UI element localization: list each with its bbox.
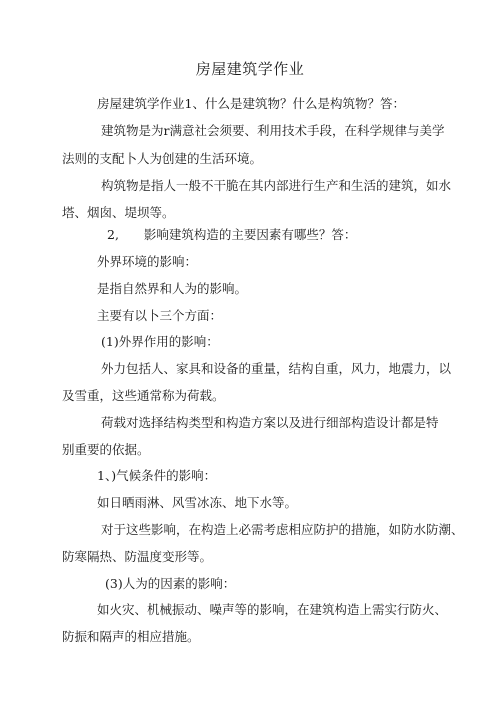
paragraph-line: 如日晒雨淋、风雪冰冻、地下水等。 [97,495,298,510]
paragraph-line: 塔、烟囱、堤坝等。 [62,205,175,220]
paragraph-line: 房屋建筑学作业1、什么是建筑物？什么是构筑物？答： [97,96,405,111]
paragraph-line: 防寒隔热、防温度变形等。 [62,549,213,564]
paragraph-line: 别重要的依据。 [62,442,150,457]
document-title: 房屋建筑学作业 [195,60,305,78]
paragraph-line: 外力包括人、家具和设备的重量，结构自重，风力，地震力，以 [101,361,452,376]
paragraph-line: 如火灾、机械振动、噪声等的影响，在建筑构造上需实行防火、 [97,602,448,617]
paragraph-line: 对于这些影响，在构造上必需考虑相应防护的措施，如防水防潮、 [101,522,464,537]
paragraph-line: 1、)气候条件的影响： [97,468,217,483]
paragraph-line: 法则的支配卜人为创建的生活环境。 [62,151,263,166]
paragraph-line: 及雪重，这些通常称为荷载。 [62,388,225,403]
paragraph-line: 构筑物是指人一般不干脆在其内部进行生产和生活的建筑，如水 [101,178,452,193]
paragraph-line: 2, 影响建筑构造的主要因素有哪些？答： [107,227,357,242]
paragraph-line: (1)外界作用的影响： [101,334,219,349]
paragraph-line: 荷载对选择结构类型和构造方案以及进行细部构造设计都是特 [101,415,439,430]
paragraph-line: 外界环境的影响： [97,254,198,269]
paragraph-line: 建筑物是为r满意社会须要、利用技术手段，在科学规律与美学 [101,123,445,138]
paragraph-line: 是指自然界和人为的影响。 [97,281,248,296]
paragraph-line: 主要有以卜三个方面： [97,308,223,323]
paragraph-line: 防振和隔声的相应措施。 [62,629,200,644]
paragraph-line: (3)人为的因素的影响： [105,576,236,591]
